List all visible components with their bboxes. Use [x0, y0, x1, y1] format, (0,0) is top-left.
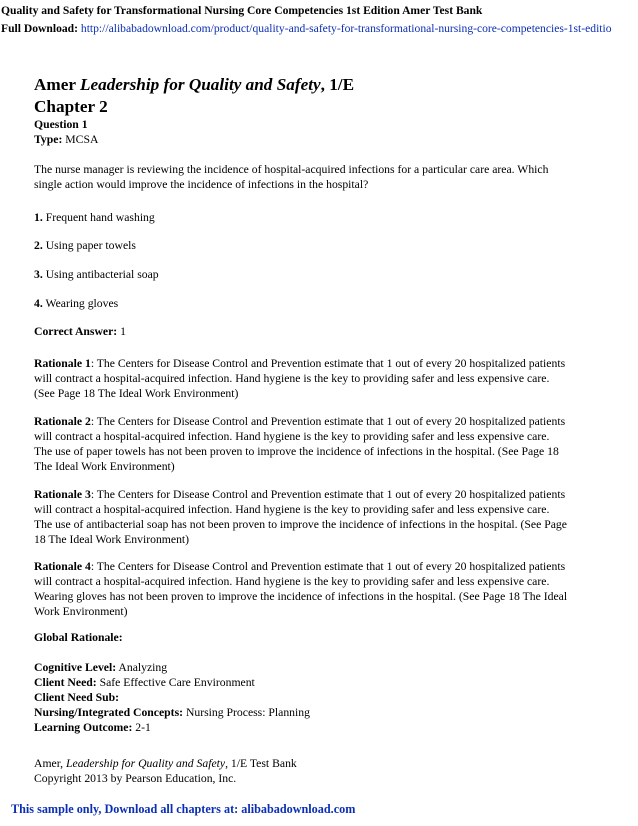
- answer-option: [34, 211, 604, 226]
- rationale-line: The use of antibacterial soap has not been proven to improve the incidence of infections in the hospital. (See Page: [34, 517, 567, 531]
- rationale-line: [34, 560, 604, 575]
- nursing-concepts-label: Nursing/Integrated Concepts:: [34, 706, 184, 719]
- rationale-4: [34, 560, 604, 620]
- question-type: [34, 133, 604, 148]
- rationale-line: will contract a hospital-acquired infection. Hand hygiene is the key to providing safer and less expensive care.: [34, 574, 550, 588]
- rationale-line: The use of paper towels has not been proven to improve the incidence of infections in the hospital. (See Page 18: [34, 444, 559, 458]
- rationale-line: Work Environment): [34, 604, 128, 618]
- option-number: 2.: [34, 239, 43, 252]
- nursing-concepts: [34, 706, 604, 721]
- rationale-line: will contract a hospital-acquired infection. Hand hygiene is the key to providing safer and less expensive care.: [34, 429, 550, 443]
- type-label: Type:: [34, 133, 63, 146]
- rationale-label: Rationale 4: [34, 560, 91, 573]
- rationale-line: [34, 357, 604, 372]
- footer-book-title: Leadership for Quality and Safety: [66, 757, 226, 770]
- rationale-line: The Ideal Work Environment): [34, 459, 175, 473]
- option-number: 1.: [34, 211, 43, 224]
- rationale-line: will contract a hospital-acquired infection. Hand hygiene is the key to providing safer and less expensive care.: [34, 371, 550, 385]
- correct-answer-value: 1: [120, 325, 126, 338]
- option-text: Using paper towels: [45, 239, 136, 252]
- option-number: 4.: [34, 297, 43, 310]
- learning-outcome-label: Learning Outcome:: [34, 721, 133, 734]
- client-need: [34, 676, 604, 691]
- footer-citation: [34, 757, 604, 772]
- answer-option: [34, 297, 604, 312]
- rationale-1: [34, 357, 604, 402]
- header-download-line: [1, 21, 638, 36]
- header-title: Quality and Safety for Transformational Nursing Core Competencies 1st Edition Amer Test Bank: [1, 4, 483, 17]
- download-link[interactable]: http://alibabadownload.com/product/quality-and-safety-for-transformational-nursing-core-competencies-1st-editio: [80, 22, 612, 35]
- rationale-line: will contract a hospital-acquired infection. Hand hygiene is the key to providing safer and less expensive care.: [34, 502, 550, 516]
- rationale-line: (See Page 18 The Ideal Work Environment): [34, 386, 239, 400]
- chapter-heading: Chapter 2: [34, 97, 108, 116]
- option-text: Using antibacterial soap: [45, 268, 159, 281]
- rationale-label: Rationale 2: [34, 415, 91, 428]
- book-heading: [34, 74, 604, 95]
- rationale-text: : The Centers for Disease Control and Prevention estimate that 1 out of every 20 hospitalized patients: [90, 357, 566, 370]
- cognitive-level: [34, 661, 604, 676]
- rationale-line: [34, 415, 604, 430]
- option-text: Wearing gloves: [45, 297, 119, 310]
- footer-download-note[interactable]: This sample only, Download all chapters at: alibabadownload.com: [11, 802, 356, 816]
- rationale-label: Rationale 1: [34, 357, 91, 370]
- footer-book-suffix: , 1/E Test Bank: [225, 757, 297, 770]
- client-need-value: Safe Effective Care Environment: [99, 676, 255, 689]
- footer-copyright: Copyright 2013 by Pearson Education, Inc.: [34, 772, 237, 785]
- cognitive-level-label: Cognitive Level:: [34, 661, 117, 674]
- cognitive-level-value: Analyzing: [118, 661, 168, 674]
- option-text: Frequent hand washing: [45, 211, 155, 224]
- question-number: Question 1: [34, 118, 88, 131]
- book-edition: , 1/E: [320, 75, 355, 94]
- rationale-line: Wearing gloves has not been proven to improve the incidence of infections in the hospital. (See Page 18 The Ideal: [34, 589, 568, 603]
- type-value: MCSA: [65, 133, 99, 146]
- rationale-line: 18 The Ideal Work Environment): [34, 532, 190, 546]
- learning-outcome-value: 2-1: [135, 721, 151, 734]
- rationale-label: Rationale 3: [34, 488, 91, 501]
- rationale-text: : The Centers for Disease Control and Prevention estimate that 1 out of every 20 hospitalized patients: [90, 488, 566, 501]
- rationale-line: [34, 488, 604, 503]
- option-number: 3.: [34, 268, 43, 281]
- question-stem-line-1: The nurse manager is reviewing the incidence of hospital-acquired infections for a particular care area. Which: [34, 163, 549, 176]
- question-stem-line-2: single action would improve the incidence of infections in the hospital?: [34, 178, 369, 191]
- download-label: Full Download:: [1, 22, 78, 35]
- learning-outcome: [34, 721, 604, 736]
- client-need-sub: Client Need Sub:: [34, 691, 120, 704]
- answer-option: [34, 239, 604, 254]
- client-need-label: Client Need:: [34, 676, 97, 689]
- book-title: Leadership for Quality and Safety: [79, 75, 321, 94]
- rationale-3: [34, 488, 604, 548]
- nursing-concepts-value: Nursing Process: Planning: [185, 706, 310, 719]
- book-author: Amer: [34, 75, 76, 94]
- correct-answer-label: Correct Answer:: [34, 325, 118, 338]
- rationale-2: [34, 415, 604, 475]
- rationale-text: : The Centers for Disease Control and Prevention estimate that 1 out of every 20 hospitalized patients: [90, 560, 566, 573]
- footer-author: Amer,: [34, 757, 64, 770]
- correct-answer: [34, 325, 604, 340]
- answer-option: [34, 268, 604, 283]
- global-rationale: Global Rationale:: [34, 631, 123, 644]
- rationale-text: : The Centers for Disease Control and Prevention estimate that 1 out of every 20 hospitalized patients: [90, 415, 566, 428]
